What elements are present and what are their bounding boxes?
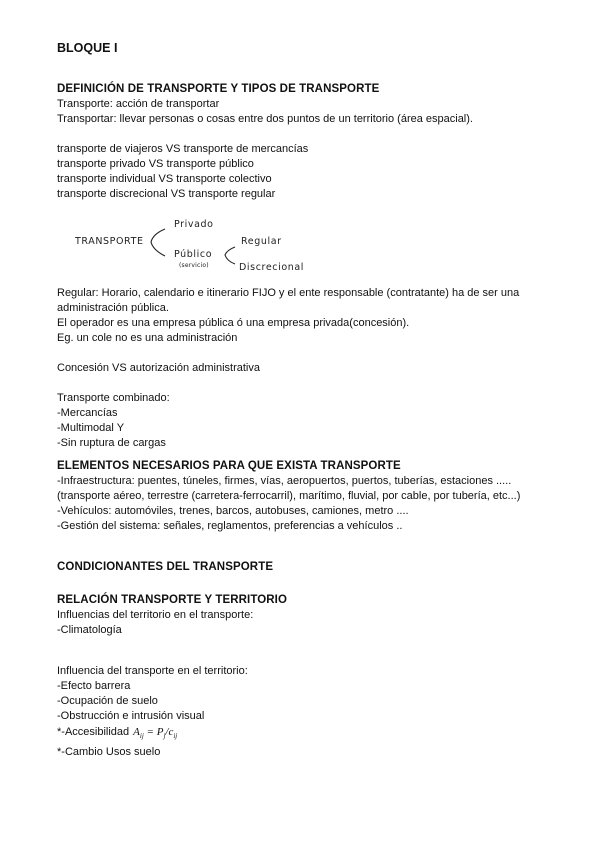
text-line: -Vehículos: automóviles, trenes, barcos, autobuses, camiones, metro .... — [57, 505, 409, 517]
text-line: -Multimodal Y — [57, 422, 125, 434]
text-line: -Efecto barrera — [57, 680, 131, 692]
text-line: -Infraestructura: puentes, túneles, firmes, vías, aeropuertos, puertos, tuberías, estaciones ..... — [57, 475, 512, 487]
formula-slash: / — [165, 726, 169, 738]
text-line: -Mercancías — [57, 407, 118, 419]
text-line: Transporte combinado: — [57, 392, 170, 404]
bloque-title: BLOQUE I — [57, 41, 118, 55]
text-line: -Sin ruptura de cargas — [57, 437, 166, 449]
diagram-discrecional-label: Discrecional — [239, 262, 305, 273]
accessibility-formula — [133, 726, 178, 741]
formula-c-ij: ij — [173, 732, 178, 741]
accesibilidad-label: *-Accesibilidad — [57, 726, 130, 738]
transport-types-diagram — [57, 212, 577, 272]
text-line: Eg. un cole no es una administración — [57, 332, 238, 344]
text-line: -Obstrucción e intrusión visual — [57, 710, 205, 722]
document-page — [57, 40, 577, 760]
text-line: -Climatología — [57, 624, 122, 636]
diagram-privado-label: Privado — [174, 219, 214, 230]
text-line: Concesión VS autorización administrativa — [57, 362, 260, 374]
formula-j: j — [163, 732, 166, 741]
text-line: -Gestión del sistema: señales, reglamentos, preferencias a vehículos .. — [57, 520, 403, 532]
text-line: (transporte aéreo, terrestre (carretera-ferrocarril), marítimo, fluvial, por cable, por tubería, etc...) — [57, 490, 521, 502]
text-line: El operador es una empresa pública ó una empresa privada(concesión). — [57, 317, 410, 329]
accesibilidad-line — [57, 724, 577, 745]
text-line: administración pública. — [57, 302, 169, 314]
section-heading-relacion: RELACIÓN TRANSPORTE Y TERRITORIO — [57, 594, 288, 606]
diagram-publico-label: Público — [174, 249, 213, 260]
formula-c: c — [168, 726, 174, 738]
text-line: transporte de viajeros VS transporte de mercancías — [57, 143, 309, 155]
text-line: transporte discrecional VS transporte regular — [57, 188, 276, 200]
formula-a: A — [133, 726, 140, 738]
section-heading-condicionantes: CONDICIONANTES DEL TRANSPORTE — [57, 561, 274, 573]
text-line: Regular: Horario, calendario e itinerario FIJO y el ente responsable (contratante) ha de ser una — [57, 287, 520, 299]
text-line: Transportar: llevar personas o cosas entre dos puntos de un territorio (área espacial). — [57, 113, 473, 125]
text-line: transporte privado VS transporte público — [57, 158, 254, 170]
text-line: *-Cambio Usos suelo — [57, 746, 161, 759]
section-heading-elementos: ELEMENTOS NECESARIOS PARA QUE EXISTA TRANSPORTE — [57, 460, 401, 472]
text-line: -Ocupación de suelo — [57, 695, 158, 707]
text-line: Influencia del transporte en el territorio: — [57, 665, 248, 677]
text-line: transporte individual VS transporte colectivo — [57, 173, 272, 185]
section-heading-definicion: DEFINICIÓN DE TRANSPORTE Y TIPOS DE TRANSPORTE — [57, 83, 380, 95]
diagram-root-label: TRANSPORTE — [75, 236, 144, 247]
text-line: Transporte: acción de transportar — [57, 98, 220, 110]
formula-eq: = — [143, 726, 157, 738]
text-line: Influencias del territorio en el transporte: — [57, 609, 254, 621]
formula-p: P — [156, 726, 164, 738]
diagram-servicio-label: (servicio) — [179, 262, 209, 269]
formula-ij: ij — [139, 732, 144, 741]
diagram-regular-label: Regular — [241, 236, 282, 247]
